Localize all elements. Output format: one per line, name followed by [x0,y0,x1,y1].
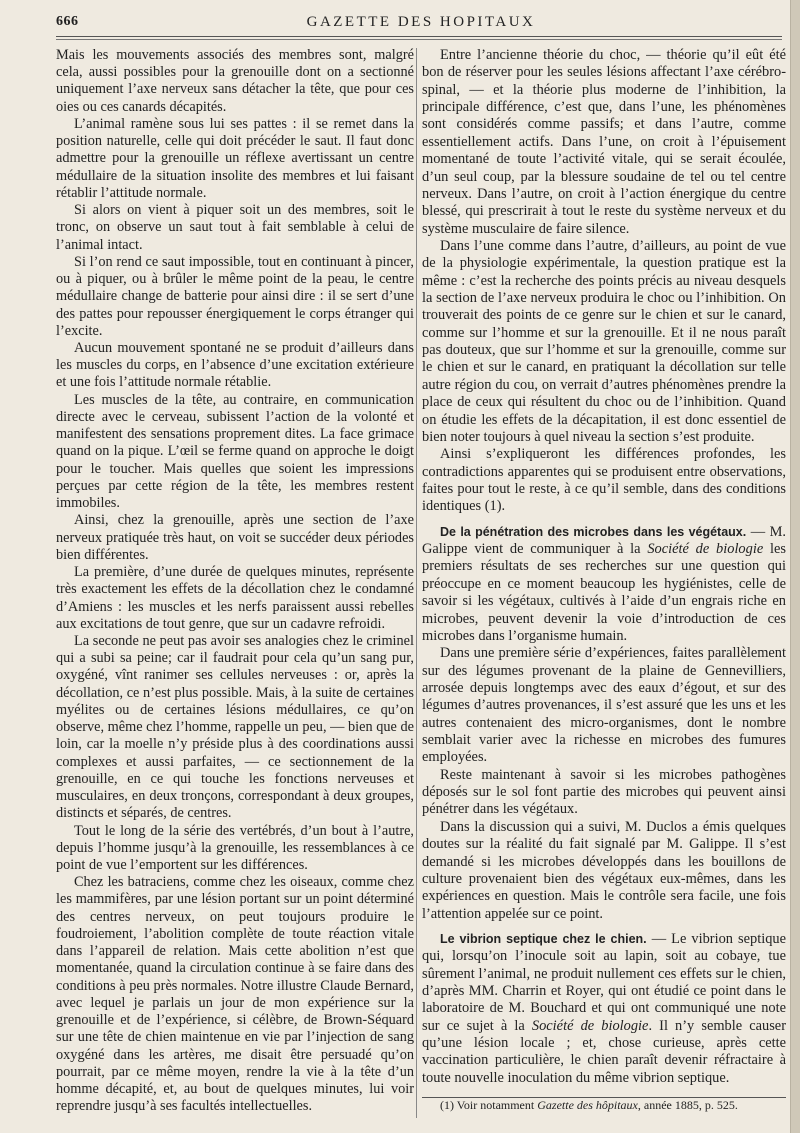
right-paragraph: Dans une première série d’expériences, faites parallèlement sur des légumes provenant de la plaine de Gennevilliers, arrosée depuis longtemps avec des eaux d’égout, et sur des légumes d’autres provenances, il s’est assuré que les uns et les autres contenaient des micro-organismes, dont le nombre semblait varier avec la richesse en microbes des fumures employées. [422,645,786,766]
left-paragraph: L’animal ramène sous lui ses pattes : il se remet dans la position naturelle, celle qui doit précéder le saut. Il faut donc admettre pour la grenouille un réflexe avertissant un centre médullaire de la situation insolite des membres et lui faisant rétablir l’attitude normale. [56,115,414,201]
footnote-marker: (1) [440,1098,454,1113]
right-column [422,47,786,1113]
section-text: Le vibrion septique qui, lorsqu’on l’inocule soit au lapin, soit au cobaye, tue sûrement l’animal, ne produit nullement ces effets sur le chien, d’après MM. Charrin et Royer, qui ont étudié ce point dans le laboratoire de M. Bouchard et qui ont communiqué une note sur ce sujet à la [422,930,786,1034]
journal-title: GAZETTE DES HOPITAUX [306,14,536,30]
society-name: Société de biologie [647,541,764,558]
left-paragraph: Ainsi, chez la grenouille, après une section de l’axe nerveux pratiquée très haut, on voit se succéder deux périodes bien différentes. [56,512,414,563]
right-paragraph-text: Ainsi s’expliqueront les différences profondes, les contradictions apparentes qui se produisent entre observations, faites pour tout le reste, à ce qu’il semble, dans des conditions identiques [422,446,786,515]
page-edge [790,0,800,1133]
left-paragraph: Tout le long de la série des vertébrés, d’un bout à l’autre, depuis l’homme jusqu’à la grenouille, les ressemblances à ce point de vue l’emportent sur les différences. [56,822,414,874]
header-rule [56,36,782,37]
right-paragraph: Entre l’ancienne théorie du choc, — théorie qu’il eût été bon de réserver pour les seules lésions affectant l’axe cérébro-spinal, — et la théorie plus moderne de l’inhibition, la principale différence, c’est que, dans l’une, les phénomènes sont considérés comme passifs; et dans l’autre, comme essentiellement actifs. Dans l’une, on croit à l’épuisement momentané de toute l’activité vitale, qui se serait écoulée, d’un seul coup, par la blessure soudaine de tel ou tel centre nerveux. Dans l’autre, on croit à l’action énergique du centre blessé, qui prescrirait à tout le reste du système nerveux et du système musculaire de faire silence. [422,47,786,237]
left-paragraph: La première, d’une durée de quelques minutes, représente très exactement les effets de la décollation chez le condamné d’Amiens : les muscles et les nerfs paraissent aussi rebelles aux excitations de tout genre, que sur un cadavre refroidi. [56,564,414,632]
right-paragraph: Dans l’une comme dans l’autre, d’ailleurs, au point de vue de la physiologie expérimentale, la question pratique est la même : c’est la recherche des points précis au niveau desquels la section de l’axe nerveux produira le choc ou l’inhibition. On trouverait des points de ce genre sur le chien et sur le canard, comme sur l’homme et sur la grenouille. Et il ne nous paraît pas douteux, que sur l’homme et sur la grenouille, comme sur le chien et sur le canard, en pratiquant la décollation sur telle autre région du cou, on verrait d’autres phénomènes prendre la place de ceux qui résultent du choc ou de l’inhibition. Quand on étudie les effets de la décapitation, il est donc essentiel de bien noter toujours à quel niveau la section s’est produite. [422,237,786,445]
section-text: . Il n’y semble causer qu’une lésion locale ; et, chose curieuse, après cette vaccination particulière, le chien paraît devenir réfractaire à toute nouvelle inoculation du même vibrion septique. [422,1017,786,1086]
footnote-journal: Gazette des hôpitaux [537,1098,638,1113]
left-paragraph: Chez les batraciens, comme chez les oiseaux, comme chez les mammifères, par une lésion portant sur un point déterminé des centres nerveux, on peut toujours produire le foudroiement, l’abolition complète de toute réaction vitale dans l’appareil de relation. Mais cette abolition n’est que momentanée, quand la circulation continue à se faire dans des conditions à peu près normales. Notre illustre Claude Bernard, avec lequel je parlais un jour de mon expérience sur la grenouille et de l’expérience, si célèbre, de Brown-Séquard sur une tête de chien maintenue en vie par l’injection de sang oxygéné dans les artères, me disait être persuadé qu’on pourrait, par ce même moyen, rendre la vie à la tête d’un homme décapité, et, au bout de quelques minutes, lui voir reprendre jusqu’à ses facultés intellectuelles. [56,874,414,1115]
footnote-reference: (1). [484,498,506,515]
left-paragraph: Les muscles de la tête, au contraire, en communication directe avec le cerveau, subissent l’action de la volonté et manifestent des sensations proprement dites. La face grimace quand on la pique. L’œil se ferme quand on approche le doigt pour le toucher. Mais quelles que soient les impressions perçues par cette région de la tête, les membres restent immobiles. [56,391,414,512]
footnote [422,1098,786,1113]
right-paragraph: Dans la discussion qui a suivi, M. Duclos a émis quelques doutes sur la réalité du fait signalé par M. Galippe. Il s’est demandé si les microbes développés dans les bouillons de culture provenaient bien des végétaux eux-mêmes, dans les expériences en question. Mais le contrôle sera facile, une fois l’attention appelée sur ce point. [422,818,786,922]
page-number: 666 [56,14,79,29]
section-dash: — [646,930,672,947]
header-rule-secondary [56,39,782,40]
section-microbes [422,524,786,646]
left-column [56,47,414,1116]
left-paragraph: Aucun mouvement spontané ne se produit d’ailleurs dans les muscles du corps, en l’absence d’une excitation extérieure et une fois l’attitude normale rétablie. [56,339,414,391]
left-paragraph: Mais les mouvements associés des membres sont, malgré cela, aussi possibles pour la grenouille dont on a sectionné uniquement l’axe nerveux sans détacher la tête, que pour ces oies ou ces canards décapités. [56,47,414,115]
left-paragraph: Si l’on rend ce saut impossible, tout en continuant à pincer, ou à piquer, ou à brûler le même point de la peau, le centre médullaire change de batterie pour ainsi dire : il se sert d’une des pattes pour repousser énergiquement le corps étranger qui l’excite. [56,253,414,339]
page-header [56,10,786,36]
left-paragraph: La seconde ne peut pas avoir ses analogies chez le criminel qui a subi sa peine; car il faudrait pour cela qu’un sang pur, oxygéné, vînt ranimer ses cellules nerveuses : or, après la décollation, ce n’est plus possible. Mais, à la suite de certaines myélites ou de certaines lésions médullaires, ce qu’on observe, même chez l’homme, rappelle un peu, — bien que de loin, car la moelle n’y préside plus à des coordinations aussi complexes et aussi parfaites, — ce sectionnement de la grenouille, en ce qui touche les fonctions nerveuses et musculaires, en deux tronçons, correspondant à deux groupes, distincts et séparés, de centres. [56,632,414,822]
society-name: Société de biologie [531,1017,649,1034]
section-text: M. Galippe vient de communiquer à la [422,523,786,558]
section-vibrion [422,931,786,1087]
section-text: les premiers résultats de ses recherches sur une question qui préoccupe en ce moment beaucoup les hygiénistes, celle de savoir si les végétaux, cultivés à l’aide d’un engrais riche en microbes, peuvent devenir la voie d’introduction de ces microbes dans l’organisme humain. [422,541,786,644]
right-paragraph [422,446,786,515]
right-paragraph: Reste maintenant à savoir si les microbes pathogènes déposés sur le sol font partie des microbes qui peuvent ainsi pénétrer dans les végétaux. [422,766,786,818]
section-title-vibrion: Le vibrion septique chez le chien. [440,931,647,946]
section-title-microbes: De la pénétration des microbes dans les végétaux. [440,524,747,539]
footnote-text: , année 1885, p. 525. [637,1098,738,1113]
footnote-text: Voir notamment [454,1098,538,1113]
section-dash: — [746,523,770,540]
left-paragraph: Si alors on vient à piquer soit un des membres, soit le tronc, on observe un saut tout à fait semblable à celui de l’animal intact. [56,202,414,253]
column-divider [416,48,417,1118]
